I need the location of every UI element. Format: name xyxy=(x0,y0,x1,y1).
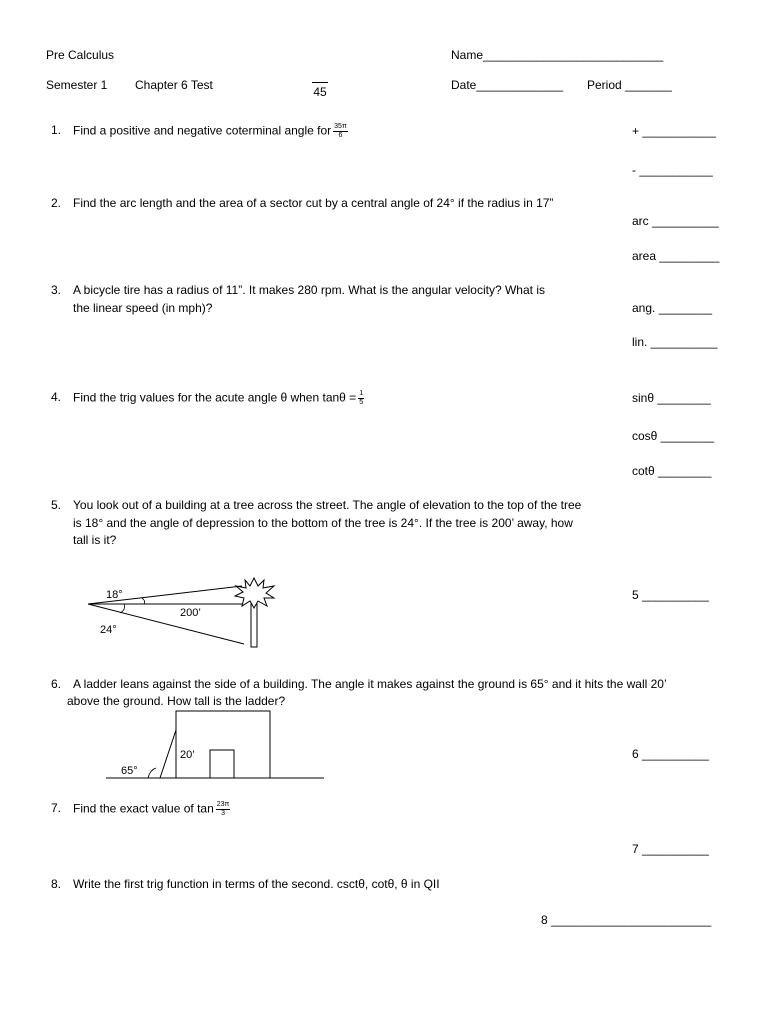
q6-text-line1: A ladder leans against the side of a building. The angle it makes against the ground is 65° and it hits the wall 20’ xyxy=(73,677,667,691)
q3-answer-angular[interactable]: ang. ________ xyxy=(632,301,713,315)
course-title: Pre Calculus xyxy=(46,48,115,62)
name-field-label[interactable]: Name___________________________ xyxy=(451,48,664,62)
q8-text: Write the first trig function in terms of the second. csctθ, cotθ, θ in QII xyxy=(73,877,440,891)
q5-number: 5. xyxy=(51,498,62,512)
q4-text xyxy=(73,390,364,407)
q5-elevation-arc xyxy=(142,598,145,604)
score-total: 45 xyxy=(313,85,327,99)
q6-figure-ladder-diagram xyxy=(104,708,328,784)
q6-answer[interactable]: 6 __________ xyxy=(632,747,709,761)
q4-answer-cot[interactable]: cotθ ________ xyxy=(632,464,712,478)
q4-fraction xyxy=(358,390,364,407)
score-box xyxy=(312,82,328,100)
q1-prompt: Find a positive and negative coterminal angle for xyxy=(73,123,332,138)
q5-label-depression: 24° xyxy=(100,624,117,636)
q4-number: 4. xyxy=(51,390,62,404)
q7-number: 7. xyxy=(51,801,62,815)
q6-label-angle: 65° xyxy=(121,765,138,777)
q4-frac-numerator: 1 xyxy=(359,390,364,397)
q2-answer-arc[interactable]: arc __________ xyxy=(632,214,719,228)
q3-text-line2: the linear speed (in mph)? xyxy=(73,301,213,315)
q4-answer-cos[interactable]: cosθ ________ xyxy=(632,429,715,443)
q8-answer[interactable]: 8 ________________________ xyxy=(541,913,712,927)
q5-text-line2: is 18° and the angle of depression to the bottom of the tree is 24°. If the tree is 200’ away, how xyxy=(73,516,573,530)
period-field-label[interactable]: Period _______ xyxy=(587,78,672,92)
q8-number: 8. xyxy=(51,877,62,891)
q5-tree-trunk xyxy=(251,604,257,647)
q6-door xyxy=(210,750,234,778)
q2-number: 2. xyxy=(51,196,62,210)
q6-text-line2: above the ground. How tall is the ladder? xyxy=(67,694,286,708)
q5-label-elevation: 18° xyxy=(106,589,123,601)
q7-prompt: Find the exact value of tan xyxy=(73,801,214,816)
q3-text-line1: A bicycle tire has a radius of 11”. It makes 280 rpm. What is the angular velocity? What is xyxy=(73,283,545,297)
q4-frac-denominator: 5 xyxy=(359,399,364,406)
date-field-label[interactable]: Date_____________ xyxy=(451,78,564,92)
score-blank-line xyxy=(312,82,328,83)
q7-fraction xyxy=(216,801,231,818)
q1-text xyxy=(73,123,348,140)
q7-frac-numerator: 23π xyxy=(216,801,230,808)
q5-answer[interactable]: 5 __________ xyxy=(632,588,709,602)
q1-answer-positive[interactable]: + ___________ xyxy=(632,124,716,138)
q6-ladder xyxy=(160,730,176,778)
q1-frac-numerator: 35π xyxy=(334,123,347,130)
semester-label: Semester 1 xyxy=(46,78,108,92)
q3-answer-linear[interactable]: lin. __________ xyxy=(632,335,718,349)
q5-label-distance: 200’ xyxy=(180,607,201,619)
q2-text: Find the arc length and the area of a sector cut by a central angle of 24° if the radius in 17” xyxy=(73,196,554,210)
q7-frac-denominator: 3 xyxy=(221,810,226,817)
q3-number: 3. xyxy=(51,283,62,297)
q6-angle-arc xyxy=(148,768,156,778)
q7-answer[interactable]: 7 __________ xyxy=(632,842,709,856)
q1-fraction xyxy=(333,123,348,140)
test-title: Chapter 6 Test xyxy=(135,78,213,92)
q5-figure-tree-diagram xyxy=(84,574,284,650)
q1-answer-negative[interactable]: - ___________ xyxy=(632,163,713,177)
q7-text xyxy=(73,801,230,818)
q6-number: 6. xyxy=(51,677,62,691)
q1-frac-denominator: 6 xyxy=(338,132,343,139)
q5-depression-arc xyxy=(120,604,125,613)
q4-answer-sin[interactable]: sinθ ________ xyxy=(632,391,711,405)
q1-number: 1. xyxy=(51,123,62,137)
q2-answer-area[interactable]: area _________ xyxy=(632,249,720,263)
q6-label-height: 20’ xyxy=(180,749,195,761)
q5-text-line3: tall is it? xyxy=(73,533,117,547)
q6-building xyxy=(176,711,270,778)
q4-prompt: Find the trig values for the acute angle θ when tanθ = xyxy=(73,390,357,405)
q5-text-line1: You look out of a building at a tree across the street. The angle of elevation to the top of the tree xyxy=(73,498,582,512)
